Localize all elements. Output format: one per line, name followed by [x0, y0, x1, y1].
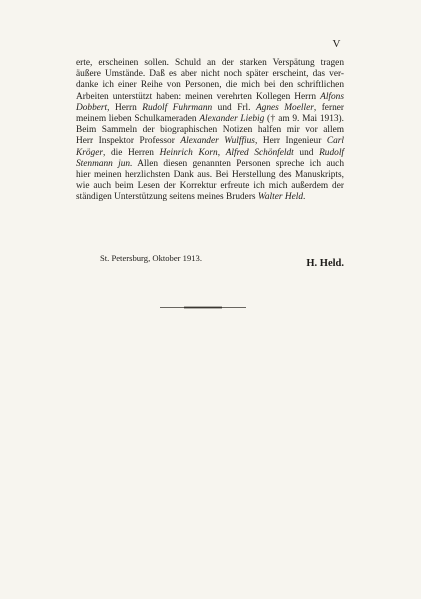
text-run: meinem lieben Schulkameraden: [76, 113, 200, 124]
body-line: [76, 80, 344, 91]
text-run: erte, erscheinen sollen. Schuld an der starken Verspätung tragen: [76, 58, 344, 68]
text-run: ständigen Unterstützung seitens meines Bruders: [76, 192, 258, 203]
body-line: [76, 69, 344, 80]
text-run: , Herrn: [107, 102, 143, 113]
body-line: [76, 136, 344, 147]
text-run: , die Herren: [103, 147, 160, 158]
body-line: [76, 192, 344, 203]
text-run: und Frl.: [212, 102, 256, 113]
italic-name: Carl: [326, 136, 344, 147]
preface-body-text: [76, 58, 344, 203]
text-run: Arbeiten unterstützt haben: meinen verehrten Kollegen Herrn: [76, 91, 321, 102]
text-run: und: [293, 147, 320, 158]
text-run: danke ich einer Reihe von Personen, die mich bei den schriftlichen: [76, 80, 344, 91]
text-run: Herr Inspektor Professor: [76, 136, 181, 147]
text-run: .: [303, 192, 306, 203]
page-number: V: [332, 38, 341, 50]
body-line: [76, 114, 344, 125]
ornamental-rule: [160, 306, 246, 309]
italic-name: Stenmann jun.: [76, 158, 133, 169]
signature-row: [76, 253, 344, 267]
author-signature: H. Held.: [306, 258, 344, 269]
text-run: äußere Umstände. Daß es aber nicht noch später erscheint, das ver-: [76, 69, 344, 80]
italic-name: Alfred Schönfeldt: [225, 147, 294, 158]
text-run: wie auch beim Lesen der Korrektur erfreute ich mich außerdem der: [76, 181, 344, 192]
italic-name: Alfons: [320, 91, 344, 102]
text-run: Allen diesen genannten Personen spreche ich auch: [132, 158, 345, 169]
text-run: hier meinen herzlichsten Dank aus. Bei Herstellung des Manuskripts,: [76, 169, 344, 180]
text-run: , Herr Ingenieur: [254, 136, 327, 147]
italic-name: Rudolf Fuhrmann: [142, 102, 213, 113]
italic-name: Kröger: [76, 147, 103, 158]
italic-name: Agnes Moeller: [255, 102, 314, 113]
italic-name: Alexander Liebig: [199, 113, 265, 124]
italic-name: Dobbert: [76, 102, 108, 113]
text-run: Beim Sammeln der biographischen Notizen halfen mir vor allem: [76, 125, 344, 136]
italic-name: Walter Held: [257, 192, 303, 203]
body-line: [76, 159, 344, 170]
italic-name: Heinrich Korn: [159, 147, 218, 158]
italic-name: Alexander Wulffius: [180, 136, 255, 147]
body-line: [76, 148, 344, 159]
body-line: [76, 92, 344, 103]
text-run: ,: [217, 147, 226, 158]
place-date: St. Petersburg, Oktober 1913.: [100, 253, 203, 263]
italic-name: Rudolf: [319, 147, 345, 158]
body-line: [76, 125, 344, 136]
body-line: [76, 58, 344, 69]
body-line: [76, 103, 344, 114]
text-run: († am 9. Mai 1913).: [264, 113, 344, 124]
body-line: [76, 181, 344, 192]
text-run: , ferner: [313, 102, 344, 113]
body-line: [76, 170, 344, 181]
